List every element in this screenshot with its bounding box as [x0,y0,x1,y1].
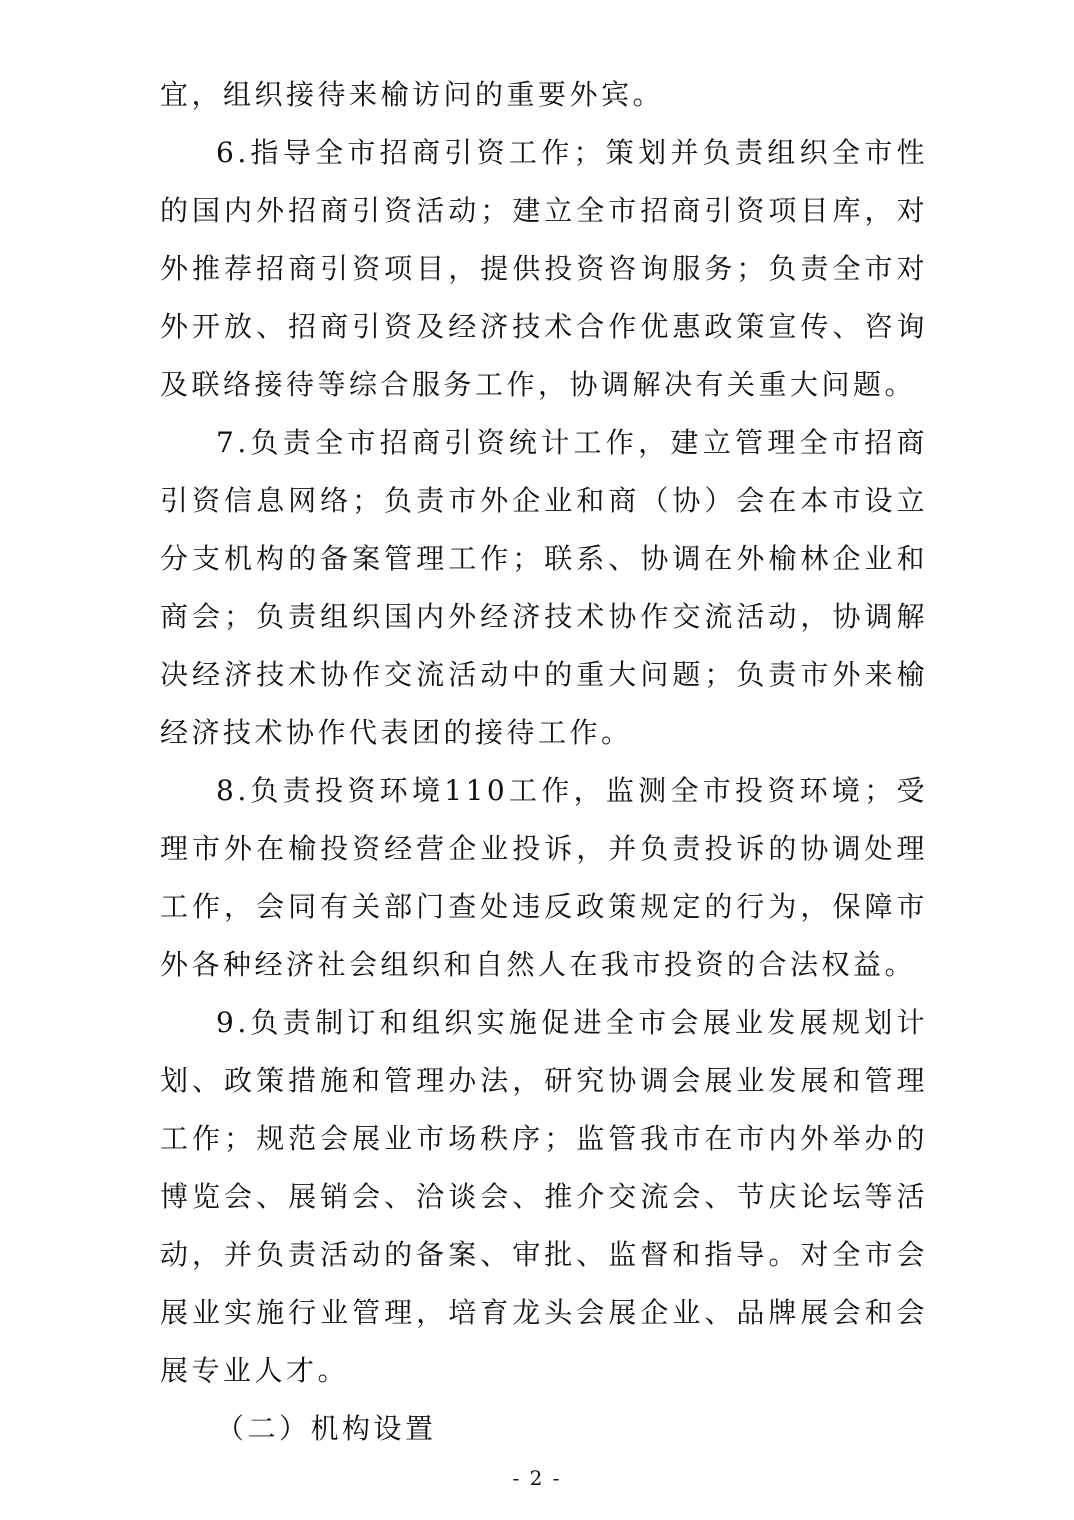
paragraph-item-7: 7.负责全市招商引资统计工作，建立管理全市招商引资信息网络；负责市外企业和商（协）会在本市设立分支机构的备案管理工作；联系、协调在外榆林企业和商会；负责组织国内外经济技术协作交流活动，协调解决经济技术协作交流活动中的重大问题；负责市外来榆经济技术协作代表团的接待工作。 [160,426,928,749]
paragraph-item-8: 8.负责投资环境110工作，监测全市投资环境；受理市外在榆投资经营企业投诉，并负责投诉的协调处理工作，会同有关部门查处违反政策规定的行为，保障市外各种经济社会组织和自然人在我市投资的合法权益。 [160,774,928,981]
paragraph-continuation: 宜，组织接待来榆访问的重要外宾。 [160,78,665,111]
document-body [160,66,928,1458]
section-heading: （二）机构设置 [216,1412,437,1445]
page-number: - 2 - [512,1466,562,1490]
paragraph-item-9: 9.负责制订和组织实施促进全市会展业发展规划计划、政策措施和管理办法，研究协调会展业发展和管理工作；规范会展业市场秩序；监管我市在市内外举办的博览会、展销会、洽谈会、推介交流会、节庆论坛等活动，并负责活动的备案、审批、监督和指导。对全市会展业实施行业管理，培育龙头会展企业、品牌展会和会展专业人才。 [160,1006,928,1387]
paragraph-item-6: 6.指导全市招商引资工作；策划并负责组织全市性的国内外招商引资活动；建立全市招商引资项目库，对外推荐招商引资项目，提供投资咨询服务；负责全市对外开放、招商引资及经济技术合作优惠政策宣传、咨询及联络接待等综合服务工作，协调解决有关重大问题。 [160,136,928,401]
